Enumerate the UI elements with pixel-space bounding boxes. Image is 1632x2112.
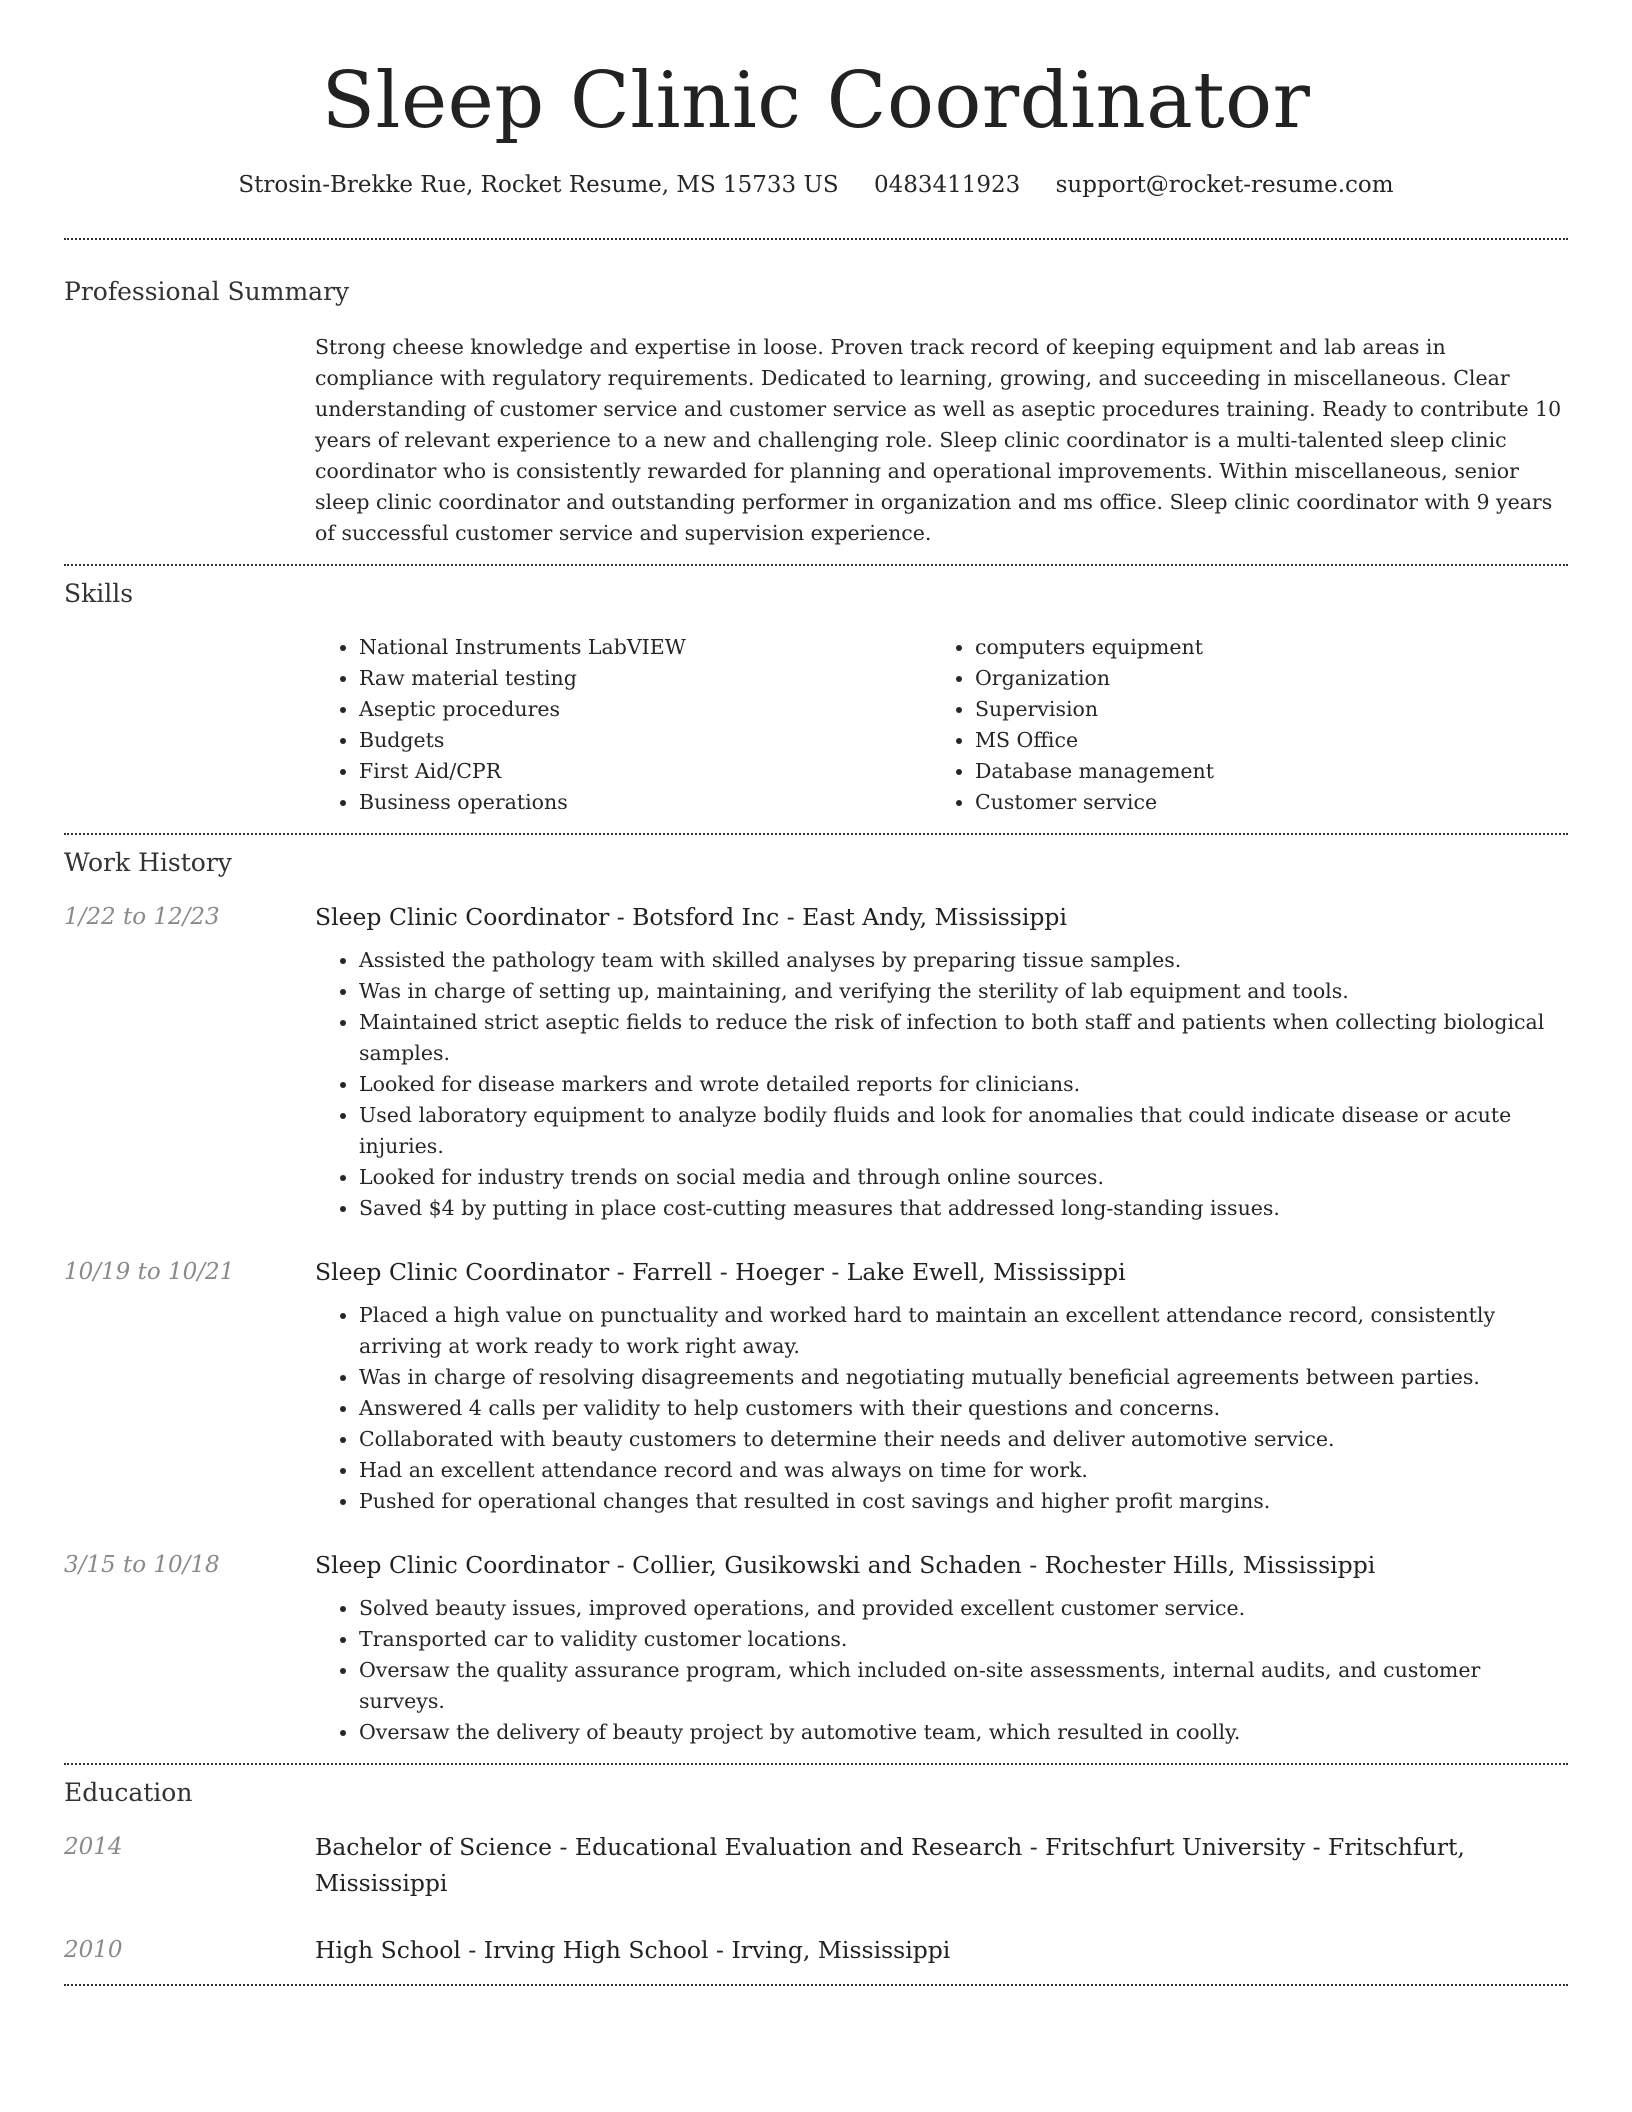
job-bullet: • Transported car to validity customer locations. xyxy=(359,1624,1568,1655)
job-bullet: • Maintained strict aseptic fields to reduce the risk of infection to both staff and patients when collecting biological samples. xyxy=(359,1007,1568,1069)
education-entry xyxy=(64,1829,1568,1901)
job-dates: 10/19 to 10/21 xyxy=(64,1259,235,1285)
skill-item: • First Aid/CPR xyxy=(359,756,931,787)
job-bullets xyxy=(315,1300,1568,1517)
job-bullet: • Used laboratory equipment to analyze bodily fluids and look for anomalies that could indicate disease or acute injuries. xyxy=(359,1100,1568,1162)
job-bullet: • Looked for disease markers and wrote detailed reports for clinicians. xyxy=(359,1069,1568,1100)
skill-item: • National Instruments LabVIEW xyxy=(359,632,931,663)
job-bullet: • Pushed for operational changes that resulted in cost savings and higher profit margins. xyxy=(359,1486,1568,1517)
job-entry xyxy=(64,899,1568,1224)
summary-section xyxy=(64,240,1568,564)
education-year: 2014 xyxy=(64,1834,123,1860)
job-heading: Sleep Clinic Coordinator - Botsford Inc - East Andy, Mississippi xyxy=(315,903,1067,931)
skill-item: • Aseptic procedures xyxy=(359,694,931,725)
work-section xyxy=(64,835,1568,1763)
job-bullet: • Collaborated with beauty customers to determine their needs and deliver automotive service. xyxy=(359,1424,1568,1455)
skill-item: • MS Office xyxy=(975,725,1547,756)
job-bullet: • Placed a high value on punctuality and worked hard to maintain an excellent attendance record, consistently arriving at work ready to work right away. xyxy=(359,1300,1568,1362)
education-heading: High School - Irving High School - Irving, Mississippi xyxy=(315,1936,951,1964)
job-heading: Sleep Clinic Coordinator - Farrell - Hoeger - Lake Ewell, Mississippi xyxy=(315,1258,1126,1286)
job-bullet: • Was in charge of resolving disagreements and negotiating mutually beneficial agreements between parties. xyxy=(359,1362,1568,1393)
job-bullets xyxy=(315,1593,1568,1748)
job-bullet: • Solved beauty issues, improved operations, and provided excellent customer service. xyxy=(359,1593,1568,1624)
skill-item: • Database management xyxy=(975,756,1547,787)
job-bullet: • Looked for industry trends on social media and through online sources. xyxy=(359,1162,1568,1193)
job-bullet: • Was in charge of setting up, maintaining, and verifying the sterility of lab equipment and tools. xyxy=(359,976,1568,1007)
job-entry xyxy=(64,1254,1568,1517)
skill-item: • Raw material testing xyxy=(359,663,931,694)
skills-section xyxy=(64,566,1568,833)
candidate-name: Sleep Clinic Coordinator xyxy=(321,56,1311,146)
job-bullet: • Oversaw the delivery of beauty project by automotive team, which resulted in coolly. xyxy=(359,1717,1568,1748)
section-title-education: Education xyxy=(64,1778,193,1807)
job-entry xyxy=(64,1547,1568,1748)
skills-list-left xyxy=(315,632,931,818)
job-bullet: • Answered 4 calls per validity to help customers with their questions and concerns. xyxy=(359,1393,1568,1424)
education-year: 2010 xyxy=(64,1937,123,1963)
skills-list-right xyxy=(931,632,1547,818)
job-bullet: • Saved $4 by putting in place cost-cutting measures that addressed long-standing issues. xyxy=(359,1193,1568,1224)
contact-address: Strosin-Brekke Rue, Rocket Resume, MS 15733 US xyxy=(238,172,839,198)
section-title-summary: Professional Summary xyxy=(64,277,350,306)
contact-phone: 0483411923 xyxy=(873,172,1021,198)
skill-item: • Organization xyxy=(975,663,1547,694)
contact-line xyxy=(64,170,1568,200)
education-section xyxy=(64,1765,1568,1984)
job-heading: Sleep Clinic Coordinator - Collier, Gusikowski and Schaden - Rochester Hills, Mississippi xyxy=(315,1551,1376,1579)
divider xyxy=(64,1984,1568,1986)
skill-item: • Business operations xyxy=(359,787,931,818)
job-dates: 3/15 to 10/18 xyxy=(64,1552,220,1578)
job-bullet: • Had an excellent attendance record and was always on time for work. xyxy=(359,1455,1568,1486)
skill-item: • Budgets xyxy=(359,725,931,756)
skill-item: • Supervision xyxy=(975,694,1547,725)
job-bullet: • Assisted the pathology team with skilled analyses by preparing tissue samples. xyxy=(359,945,1568,976)
section-title-skills: Skills xyxy=(64,579,134,608)
section-title-work: Work History xyxy=(64,848,232,877)
skill-item: • computers equipment xyxy=(975,632,1547,663)
education-heading: Bachelor of Science - Educational Evaluation and Research - Fritschfurt University - Fritschfurt, Mississippi xyxy=(315,1833,1465,1897)
job-bullets xyxy=(315,945,1568,1224)
job-bullet: • Oversaw the quality assurance program, which included on-site assessments, internal audits, and customer surveys. xyxy=(359,1655,1568,1717)
education-entry xyxy=(64,1932,1568,1968)
skill-item: • Customer service xyxy=(975,787,1547,818)
job-dates: 1/22 to 12/23 xyxy=(64,904,220,930)
summary-text: Strong cheese knowledge and expertise in loose. Proven track record of keeping equipment and lab areas in compliance with regulatory requirements. Dedicated to learning, growing, and succeeding in miscellaneous. Clear understanding of customer service and customer service as well as aseptic procedures training. Ready to contribute 10 years of relevant experience to a new and challenging role. Sleep clinic coordinator is a multi-talented sleep clinic coordinator who is consistently rewarded for planning and operational improvements. Within miscellaneous, senior sleep clinic coordinator and outstanding performer in organization and ms office. Sleep clinic coordinator with 9 years of successful customer service and supervision experience. xyxy=(315,335,1562,545)
contact-email: support@rocket-resume.com xyxy=(1055,172,1394,198)
